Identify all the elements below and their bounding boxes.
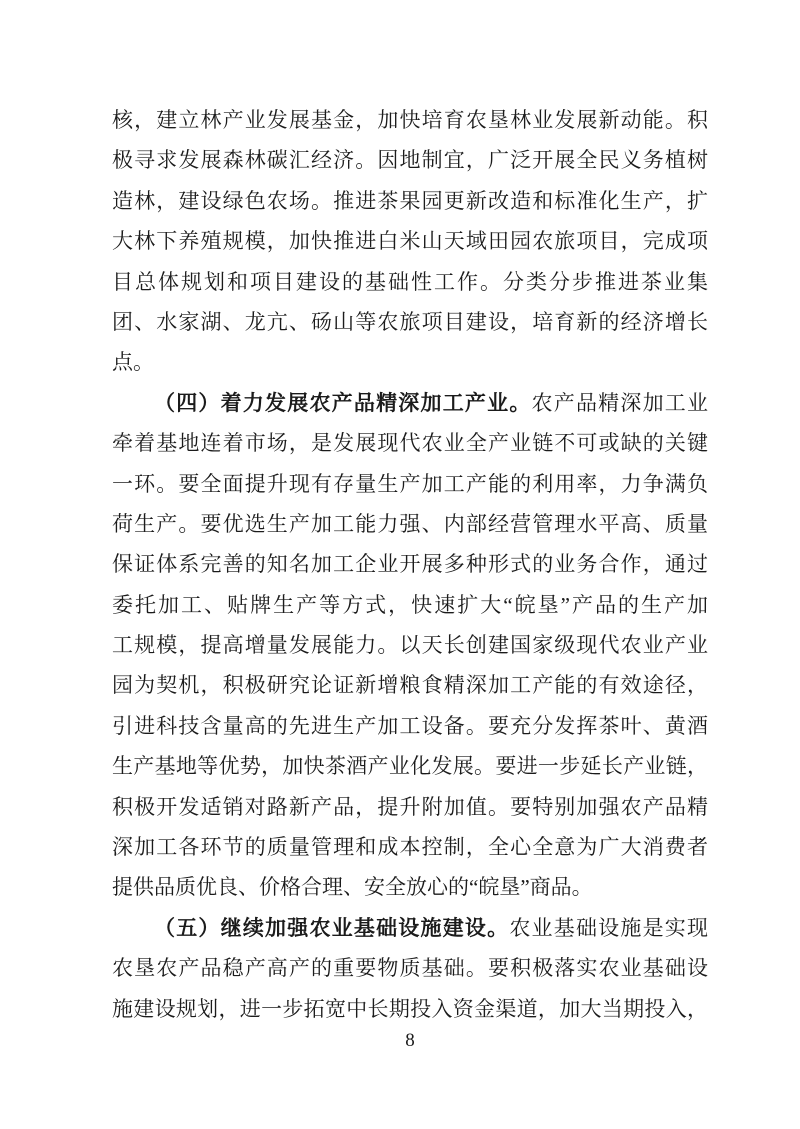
text-line: 极寻求发展森林碳汇经济。因地制宜，广泛开展全民义务植树 [112, 148, 708, 173]
text-line: 农垦农产品稳产高产的重要物质基础。要积极落实农业基础设 [112, 956, 708, 981]
section-4-heading-line [112, 383, 708, 423]
text-line: 施建设规划，进一步拓宽中长期投入资金渠道，加大当期投入， [112, 996, 708, 1021]
text-line: 委托加工、贴牌生产等方式，快速扩大“皖垦”产品的生产加 [112, 592, 708, 617]
text-line: 提供品质优良、价格合理、安全放心的“皖垦”商品。 [112, 875, 593, 900]
text-line: 生产基地等优势，加快茶酒产业化发展。要进一步延长产业链， [112, 754, 708, 779]
text-line: 点。 [112, 350, 154, 375]
text-line: 积极开发适销对路新产品，提升附加值。要特别加强农产品精 [112, 794, 708, 819]
section-4-heading: （四）着力发展农产品精深加工产业。 [154, 390, 532, 415]
text-line: 园为契机，积极研究论证新增粮食精深加工产能的有效途径， [112, 673, 708, 698]
text-line: 荷生产。要优选生产加工能力强、内部经营管理水平高、质量 [112, 511, 708, 536]
text-block [112, 100, 708, 1029]
text-line: 工规模，提高增量发展能力。以天长创建国家级现代农业产业 [112, 633, 708, 658]
section-4-heading-continuation: 农产品精深加工业 [531, 390, 708, 415]
text-line: 深加工各环节的质量管理和成本控制，全心全意为广大消费者 [112, 835, 708, 860]
text-line: 保证体系完善的知名加工企业开展多种形式的业务合作，通过 [112, 552, 708, 577]
text-line: 团、水家湖、龙亢、砀山等农旅项目建设，培育新的经济增长 [112, 309, 708, 334]
text-line: 一环。要全面提升现有存量生产加工产能的利用率，力争满负 [112, 471, 708, 496]
page-number: 8 [405, 1030, 415, 1051]
text-line: 造林，建设绿色农场。推进茶果园更新改造和标准化生产，扩 [112, 188, 708, 213]
text-line: 核，建立林产业发展基金，加快培育农垦林业发展新动能。积 [112, 108, 708, 132]
text-line: 目总体规划和项目建设的基础性工作。分类分步推进茶业集 [112, 269, 708, 294]
section-5-heading: （五）继续加强农业基础设施建设。 [154, 915, 510, 940]
text-line: 大林下养殖规模，加快推进白米山天域田园农旅项目，完成项 [112, 229, 708, 254]
section-5-heading-continuation: 农业基础设施是实现 [509, 915, 708, 940]
text-line: 牵着基地连着市场，是发展现代农业全产业链不可或缺的关键 [112, 431, 708, 456]
section-5-heading-line [112, 908, 708, 948]
text-line: 引进科技含量高的先进生产加工设备。要充分发挥茶叶、黄酒 [112, 713, 708, 738]
